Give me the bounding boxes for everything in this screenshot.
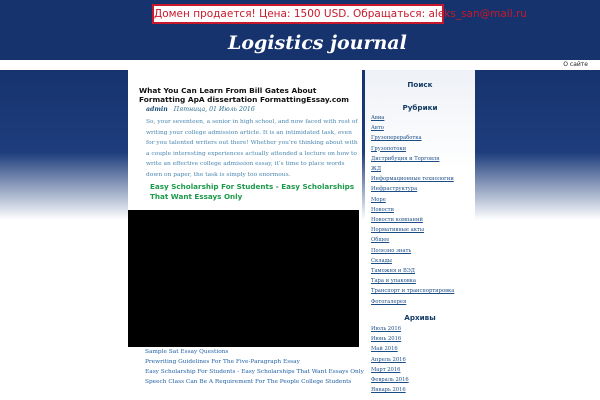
top-nav-bar bbox=[0, 60, 600, 70]
category-link[interactable]: Нормативные акты bbox=[371, 227, 424, 234]
category-link[interactable]: Таможня и ВЭД bbox=[371, 268, 415, 275]
related-link[interactable]: Speech Class Can Be A Requirement For The People College Students bbox=[145, 379, 352, 385]
category-link[interactable]: Грузопотоки bbox=[371, 145, 407, 152]
category-link[interactable]: Общее bbox=[371, 237, 390, 244]
archives-list bbox=[371, 324, 409, 395]
category-link[interactable]: Грузопереработка bbox=[371, 135, 422, 142]
site-header bbox=[0, 0, 600, 60]
category-link[interactable]: ЖД bbox=[371, 166, 382, 173]
category-link[interactable]: Полезно знать bbox=[371, 247, 412, 254]
category-link[interactable]: Новости bbox=[371, 206, 394, 213]
category-link[interactable]: Тара и упаковка bbox=[371, 278, 416, 285]
archive-link[interactable]: Апрель 2016 bbox=[371, 356, 406, 363]
category-link[interactable]: Авто bbox=[371, 125, 384, 132]
site-logo[interactable]: Logistics journal bbox=[228, 32, 407, 54]
category-link[interactable]: Море bbox=[371, 196, 386, 203]
category-link[interactable]: Фотогалерея bbox=[371, 298, 407, 305]
archive-link[interactable]: Февраль 2016 bbox=[371, 377, 409, 384]
archive-link[interactable]: Май 2016 bbox=[371, 346, 398, 353]
category-link[interactable]: Склады bbox=[371, 257, 392, 264]
categories-list bbox=[371, 113, 454, 307]
post-date: Пятница, 01 Июль 2016 bbox=[173, 106, 255, 113]
category-link[interactable]: Новости компаний bbox=[371, 217, 423, 224]
domain-sale-banner[interactable]: Домен продается! Цена: 1500 USD. Обращаться: aleks_san@mail.ru bbox=[152, 4, 444, 24]
categories-heading: Рубрики bbox=[402, 103, 438, 112]
archive-link[interactable]: Январь 2016 bbox=[371, 387, 406, 394]
category-link[interactable]: Авиа bbox=[371, 115, 385, 121]
post-body-text: So, your seventeen, a senior in high school, and now faced with rest of writing your college admission article. It is an intimidated task, even for you talented writers out there! Whether you’re thinking about with a couple interesting experiences actually attended a lecture on how to write an effective college admission essay, it’s time to place words down on paper, the task is simply too enormous. bbox=[146, 119, 358, 178]
category-link[interactable]: Дистрибуция и Торговля bbox=[371, 155, 440, 162]
archive-link[interactable]: Март 2016 bbox=[371, 366, 401, 373]
category-link[interactable]: Информационные технологии bbox=[371, 176, 454, 183]
category-link[interactable]: Инфраструктура bbox=[371, 186, 418, 193]
related-link[interactable]: Easy Scholarship For Students - Easy Scholarships That Want Essays Only bbox=[145, 369, 364, 375]
archives-heading: Архивы bbox=[404, 313, 436, 322]
related-links-list bbox=[145, 347, 367, 387]
video-embed[interactable] bbox=[128, 210, 359, 347]
category-link[interactable]: Транспорт и транспортировка bbox=[371, 288, 455, 295]
post-title[interactable]: What You Can Learn From Bill Gates About Formatting ApA dissertation FormattingEssay.com bbox=[139, 86, 349, 104]
related-link[interactable]: Sample Sat Essay Questions bbox=[145, 349, 229, 355]
search-heading: Поиск bbox=[407, 80, 433, 89]
post-subheading: Easy Scholarship For Students - Easy Scholarships That Want Essays Only bbox=[150, 182, 355, 201]
archive-link[interactable]: Июнь 2016 bbox=[371, 336, 402, 343]
archive-link[interactable]: Июль 2016 bbox=[371, 326, 402, 332]
nav-link-about[interactable]: О сайте bbox=[563, 61, 588, 68]
post-author: admin bbox=[146, 106, 168, 113]
post-meta bbox=[146, 106, 358, 113]
related-link[interactable]: Prewriting Guidelines For The Five-Paragraph Essay bbox=[145, 359, 300, 365]
